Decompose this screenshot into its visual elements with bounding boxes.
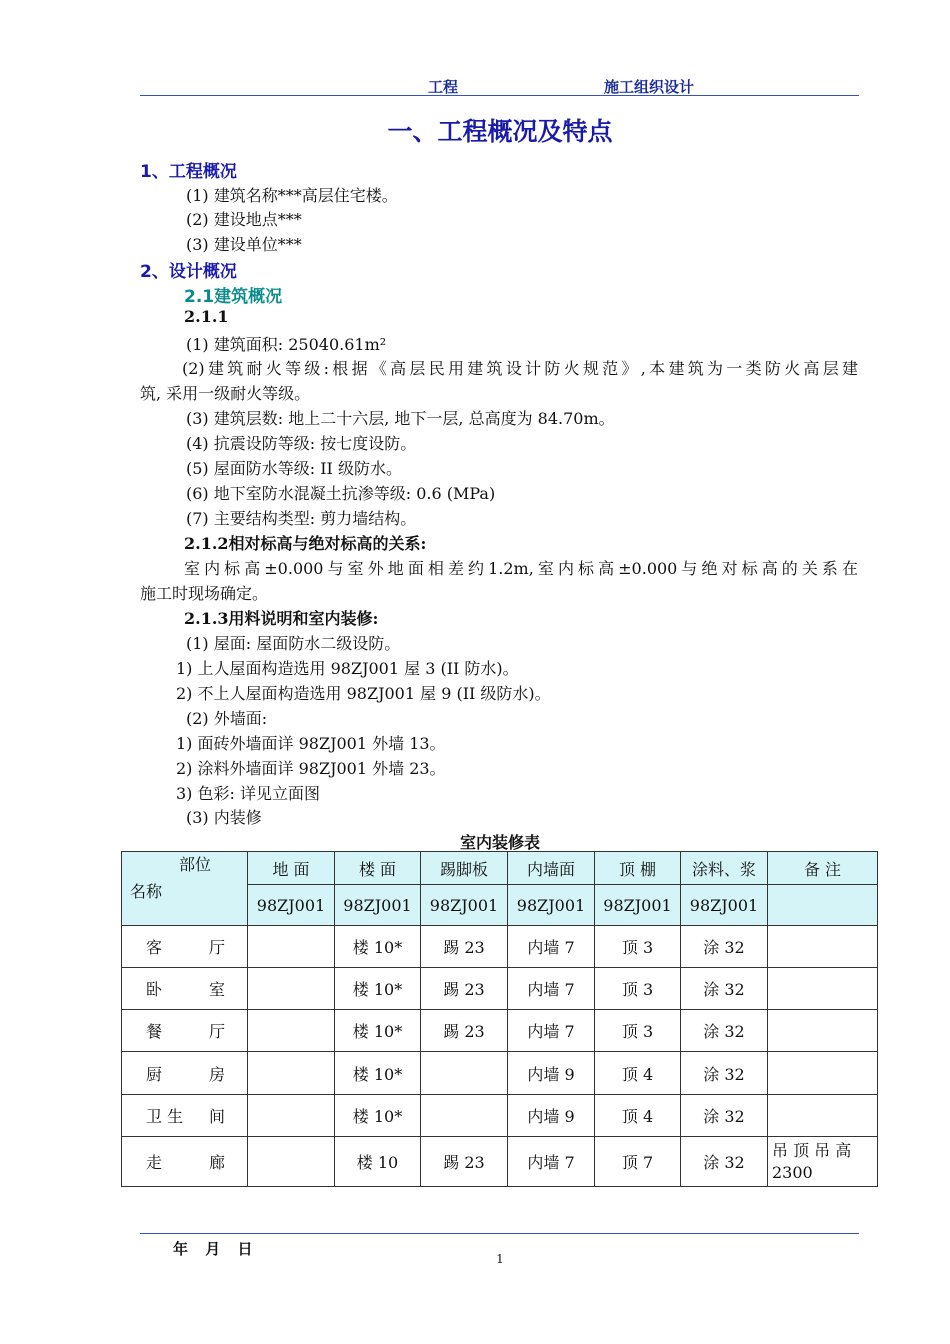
table-cell: 内墙 7 <box>508 926 595 968</box>
footer-rule <box>140 1233 859 1234</box>
table-cell <box>768 1052 878 1095</box>
table-cell: 内墙 9 <box>508 1095 595 1137</box>
code-cell: 98ZJ001 <box>508 885 595 926</box>
col-header-storey: 楼 面 <box>335 852 421 885</box>
section-2-1-3-heading: 2.1.3用料说明和室内装修: <box>184 609 379 628</box>
fire-rating-line-2: 筑, 采用一级耐火等级。 <box>140 384 311 403</box>
elevation-line-2: 施工时现场确定。 <box>140 584 269 603</box>
table-cell: 踢 23 <box>421 1010 508 1052</box>
interior-decoration-table <box>121 851 878 1187</box>
table-cell: 楼 10* <box>335 1095 421 1137</box>
roof-waterproof-level: (5) 屋面防水等级: II 级防水。 <box>186 459 402 478</box>
col-header-inner-wall: 内墙面 <box>508 852 595 885</box>
table-cell: 楼 10* <box>335 1010 421 1052</box>
header-rule <box>140 95 859 96</box>
structure-type: (7) 主要结构类型: 剪力墙结构。 <box>186 509 417 528</box>
roof-spec: (1) 屋面: 屋面防水二级设防。 <box>186 634 401 653</box>
room-name: 走 廊 <box>122 1137 248 1187</box>
corner-label-name: 名称 <box>130 882 163 901</box>
table-cell: 顶 4 <box>595 1095 681 1137</box>
table-row <box>122 968 878 1010</box>
table-cell: 踢 23 <box>421 968 508 1010</box>
table-cell: 楼 10 <box>335 1137 421 1187</box>
table-cell: 内墙 7 <box>508 1137 595 1187</box>
table-corner-cell <box>122 852 248 926</box>
code-cell: 98ZJ001 <box>421 885 508 926</box>
room-name: 卫 生 间 <box>122 1095 248 1137</box>
table-title: 室内装修表 <box>459 833 540 852</box>
table-cell: 顶 3 <box>595 1010 681 1052</box>
table-cell: 涂 32 <box>681 1010 768 1052</box>
table-cell: 涂 32 <box>681 1052 768 1095</box>
table-cell: 涂 32 <box>681 1095 768 1137</box>
section-2-1-2-heading: 2.1.2相对标高与绝对标高的关系: <box>184 534 427 553</box>
page-number: 1 <box>496 1252 504 1266</box>
roof-spec-1: 1) 上人屋面构造选用 98ZJ001 屋 3 (II 防水)。 <box>176 659 519 678</box>
table-cell <box>248 926 335 968</box>
table-cell: 涂 32 <box>681 1137 768 1187</box>
table-cell: 顶 3 <box>595 926 681 968</box>
table-row <box>122 1010 878 1052</box>
table-cell <box>768 1010 878 1052</box>
code-cell <box>768 885 878 926</box>
table-cell: 内墙 9 <box>508 1052 595 1095</box>
s1-item-3: (3) 建设单位*** <box>186 235 302 254</box>
building-floors: (3) 建筑层数: 地上二十六层, 地下一层, 总高度为 84.70m。 <box>186 409 615 428</box>
col-header-remarks: 备 注 <box>768 852 878 885</box>
building-area: (1) 建筑面积: 25040.61m² <box>186 335 387 354</box>
col-header-ceiling: 顶 棚 <box>595 852 681 885</box>
code-cell: 98ZJ001 <box>335 885 421 926</box>
section-2-1-1-heading: 2.1.1 <box>184 307 229 326</box>
table-row <box>122 1095 878 1137</box>
table-cell: 楼 10* <box>335 1052 421 1095</box>
table-cell: 顶 3 <box>595 968 681 1010</box>
header-doc-type: 施工组织设计 <box>604 78 695 96</box>
roof-spec-2: 2) 不上人屋面构造选用 98ZJ001 屋 9 (II 级防水)。 <box>176 684 551 703</box>
table-cell: 顶 4 <box>595 1052 681 1095</box>
table-cell: 楼 10* <box>335 926 421 968</box>
table-cell <box>248 1137 335 1187</box>
footer-date: 年 月 日 <box>173 1240 253 1258</box>
code-cell: 98ZJ001 <box>248 885 335 926</box>
fire-rating-line-1: (2)建筑耐火等级:根据《高层民用建筑设计防火规范》,本建筑为一类防火高层建 <box>182 359 858 378</box>
table-cell <box>768 968 878 1010</box>
basement-waterproof-level: (6) 地下室防水混凝土抗渗等级: 0.6 (MPa) <box>186 484 496 503</box>
section-1-heading: 1、工程概况 <box>140 162 237 182</box>
table-cell: 内墙 7 <box>508 968 595 1010</box>
table-cell: 楼 10* <box>335 968 421 1010</box>
table-cell: 内墙 7 <box>508 1010 595 1052</box>
section-2-1-heading: 2.1建筑概况 <box>184 287 283 307</box>
table-cell <box>248 1010 335 1052</box>
table-cell: 涂 32 <box>681 926 768 968</box>
table-cell <box>768 926 878 968</box>
col-header-floor: 地 面 <box>248 852 335 885</box>
elevation-line-1: 室内标高±0.000与室外地面相差约1.2m,室内标高±0.000与绝对标高的关系在 <box>184 559 858 578</box>
table-cell <box>248 1095 335 1137</box>
seismic-level: (4) 抗震设防等级: 按七度设防。 <box>186 434 417 453</box>
room-name: 餐 厅 <box>122 1010 248 1052</box>
table-cell <box>421 1095 508 1137</box>
table-cell <box>248 968 335 1010</box>
corner-label-part: 部位 <box>178 855 211 874</box>
exterior-wall-spec: (2) 外墙面: <box>186 709 268 728</box>
room-name: 卧 室 <box>122 968 248 1010</box>
code-cell: 98ZJ001 <box>681 885 768 926</box>
s1-item-1: (1) 建筑名称***高层住宅楼。 <box>186 186 398 205</box>
table-cell <box>248 1052 335 1095</box>
s1-item-2: (2) 建设地点*** <box>186 210 302 229</box>
interior-decoration: (3) 内装修 <box>186 808 262 827</box>
table-cell <box>421 1052 508 1095</box>
exterior-wall-spec-2: 2) 涂料外墙面详 98ZJ001 外墙 23。 <box>176 759 446 778</box>
room-name: 客 厅 <box>122 926 248 968</box>
table-cell: 踢 23 <box>421 926 508 968</box>
col-header-paint: 涂料、浆 <box>681 852 768 885</box>
page-title: 一、工程概况及特点 <box>387 117 613 146</box>
col-header-skirting: 踢脚板 <box>421 852 508 885</box>
table-cell <box>768 1095 878 1137</box>
table-row <box>122 1137 878 1187</box>
exterior-wall-spec-1: 1) 面砖外墙面详 98ZJ001 外墙 13。 <box>176 734 446 753</box>
section-2-heading: 2、设计概况 <box>140 262 237 282</box>
table-cell-remark: 吊 顶 吊 高 2300 <box>768 1137 878 1187</box>
header-project: 工程 <box>428 78 459 96</box>
table-cell: 踢 23 <box>421 1137 508 1187</box>
table-cell: 涂 32 <box>681 968 768 1010</box>
room-name: 厨 房 <box>122 1052 248 1095</box>
table-row <box>122 926 878 968</box>
table-cell: 顶 7 <box>595 1137 681 1187</box>
table-row <box>122 1052 878 1095</box>
code-cell: 98ZJ001 <box>595 885 681 926</box>
exterior-wall-spec-3: 3) 色彩: 详见立面图 <box>176 784 320 803</box>
